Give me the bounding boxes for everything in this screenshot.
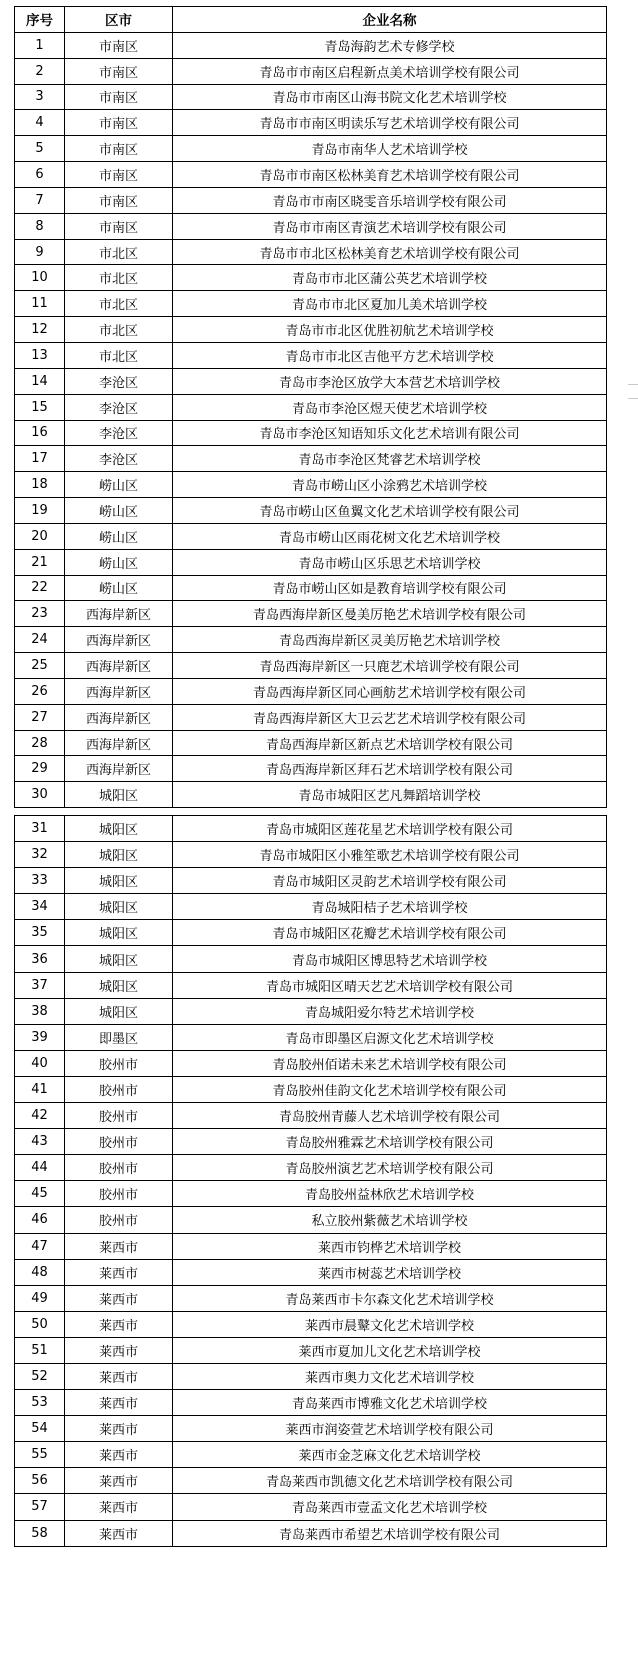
row-school-name: 青岛市城阳区晴天艺艺术培训学校有限公司 bbox=[173, 972, 607, 998]
page-edge-mark bbox=[628, 398, 638, 399]
row-number: 10 bbox=[15, 265, 65, 291]
row-school-name: 莱西市钧桦艺术培训学校 bbox=[173, 1233, 607, 1259]
table-row bbox=[15, 1390, 607, 1416]
row-school-name: 青岛市李沧区梵睿艺术培训学校 bbox=[173, 446, 607, 472]
row-number: 35 bbox=[15, 920, 65, 946]
row-district: 市北区 bbox=[65, 239, 173, 265]
row-number: 6 bbox=[15, 162, 65, 188]
table-row bbox=[15, 265, 607, 291]
table-row bbox=[15, 756, 607, 782]
table-row bbox=[15, 523, 607, 549]
row-district: 莱西市 bbox=[65, 1285, 173, 1311]
row-number: 52 bbox=[15, 1363, 65, 1389]
row-district: 西海岸新区 bbox=[65, 704, 173, 730]
table-row bbox=[15, 1259, 607, 1285]
row-district: 崂山区 bbox=[65, 575, 173, 601]
table-row bbox=[15, 368, 607, 394]
header-no: 序号 bbox=[15, 7, 65, 33]
table-row bbox=[15, 1468, 607, 1494]
row-number: 9 bbox=[15, 239, 65, 265]
row-school-name: 青岛西海岸新区灵美厉艳艺术培训学校 bbox=[173, 627, 607, 653]
row-school-name: 青岛市崂山区如是教育培训学校有限公司 bbox=[173, 575, 607, 601]
school-list-table-page-2 bbox=[14, 815, 607, 1547]
row-school-name: 青岛市城阳区花瓣艺术培训学校有限公司 bbox=[173, 920, 607, 946]
row-school-name: 青岛市市北区夏加儿美术培训学校 bbox=[173, 291, 607, 317]
row-district: 莱西市 bbox=[65, 1259, 173, 1285]
table-row bbox=[15, 420, 607, 446]
row-number: 14 bbox=[15, 368, 65, 394]
table-row bbox=[15, 816, 607, 842]
row-school-name: 青岛胶州演艺艺术培训学校有限公司 bbox=[173, 1155, 607, 1181]
row-district: 崂山区 bbox=[65, 472, 173, 498]
row-school-name: 青岛市崂山区乐思艺术培训学校 bbox=[173, 549, 607, 575]
row-number: 48 bbox=[15, 1259, 65, 1285]
row-number: 57 bbox=[15, 1494, 65, 1520]
row-school-name: 青岛胶州佳韵文化艺术培训学校有限公司 bbox=[173, 1076, 607, 1102]
row-district: 胶州市 bbox=[65, 1207, 173, 1233]
row-school-name: 青岛胶州益林欣艺术培训学校 bbox=[173, 1181, 607, 1207]
row-school-name: 莱西市润姿萱艺术培训学校有限公司 bbox=[173, 1416, 607, 1442]
table-row bbox=[15, 1076, 607, 1102]
row-school-name: 青岛市市南区山海书院文化艺术培训学校 bbox=[173, 84, 607, 110]
row-school-name: 青岛市南华人艺术培训学校 bbox=[173, 136, 607, 162]
row-number: 26 bbox=[15, 678, 65, 704]
table-row bbox=[15, 842, 607, 868]
row-school-name: 青岛西海岸新区拜石艺术培训学校有限公司 bbox=[173, 756, 607, 782]
row-district: 胶州市 bbox=[65, 1129, 173, 1155]
row-number: 33 bbox=[15, 868, 65, 894]
row-district: 崂山区 bbox=[65, 549, 173, 575]
row-school-name: 青岛莱西市博雅文化艺术培训学校 bbox=[173, 1390, 607, 1416]
row-district: 市北区 bbox=[65, 291, 173, 317]
table-row bbox=[15, 972, 607, 998]
row-school-name: 青岛西海岸新区曼美厉艳艺术培训学校有限公司 bbox=[173, 601, 607, 627]
row-number: 43 bbox=[15, 1129, 65, 1155]
row-number: 34 bbox=[15, 894, 65, 920]
table-row bbox=[15, 1311, 607, 1337]
row-school-name: 莱西市奥力文化艺术培训学校 bbox=[173, 1363, 607, 1389]
row-district: 莱西市 bbox=[65, 1363, 173, 1389]
table-row bbox=[15, 1363, 607, 1389]
table-row bbox=[15, 1520, 607, 1546]
table-row bbox=[15, 998, 607, 1024]
table-row bbox=[15, 1233, 607, 1259]
row-district: 莱西市 bbox=[65, 1233, 173, 1259]
row-district: 莱西市 bbox=[65, 1390, 173, 1416]
row-school-name: 青岛市城阳区莲花星艺术培训学校有限公司 bbox=[173, 816, 607, 842]
row-number: 22 bbox=[15, 575, 65, 601]
table-row bbox=[15, 894, 607, 920]
row-number: 12 bbox=[15, 317, 65, 343]
row-school-name: 青岛市李沧区煜天使艺术培训学校 bbox=[173, 394, 607, 420]
table-row bbox=[15, 1494, 607, 1520]
row-school-name: 青岛市市北区蒲公英艺术培训学校 bbox=[173, 265, 607, 291]
table-row bbox=[15, 239, 607, 265]
row-school-name: 青岛市市南区启程新点美术培训学校有限公司 bbox=[173, 58, 607, 84]
row-school-name: 青岛西海岸新区一只鹿艺术培训学校有限公司 bbox=[173, 653, 607, 679]
row-district: 莱西市 bbox=[65, 1416, 173, 1442]
row-district: 市南区 bbox=[65, 162, 173, 188]
row-number: 19 bbox=[15, 498, 65, 524]
row-district: 莱西市 bbox=[65, 1520, 173, 1546]
row-school-name: 青岛城阳桔子艺术培训学校 bbox=[173, 894, 607, 920]
row-number: 37 bbox=[15, 972, 65, 998]
row-number: 44 bbox=[15, 1155, 65, 1181]
row-district: 市北区 bbox=[65, 265, 173, 291]
table-row bbox=[15, 1129, 607, 1155]
row-school-name: 莱西市夏加儿文化艺术培训学校 bbox=[173, 1337, 607, 1363]
school-list-table-page-1 bbox=[14, 6, 607, 808]
table-row bbox=[15, 317, 607, 343]
row-number: 29 bbox=[15, 756, 65, 782]
row-school-name: 青岛市李沧区知语知乐文化艺术培训有限公司 bbox=[173, 420, 607, 446]
row-school-name: 青岛市崂山区鱼翼文化艺术培训学校有限公司 bbox=[173, 498, 607, 524]
row-district: 李沧区 bbox=[65, 368, 173, 394]
row-district: 即墨区 bbox=[65, 1024, 173, 1050]
row-number: 53 bbox=[15, 1390, 65, 1416]
row-district: 城阳区 bbox=[65, 816, 173, 842]
row-district: 市南区 bbox=[65, 187, 173, 213]
row-number: 46 bbox=[15, 1207, 65, 1233]
row-district: 西海岸新区 bbox=[65, 653, 173, 679]
row-district: 城阳区 bbox=[65, 998, 173, 1024]
row-number: 36 bbox=[15, 946, 65, 972]
table-row bbox=[15, 472, 607, 498]
row-number: 27 bbox=[15, 704, 65, 730]
row-district: 市南区 bbox=[65, 110, 173, 136]
row-number: 30 bbox=[15, 782, 65, 808]
table-row bbox=[15, 627, 607, 653]
row-school-name: 青岛市城阳区艺凡舞蹈培训学校 bbox=[173, 782, 607, 808]
row-school-name: 青岛市城阳区博思特艺术培训学校 bbox=[173, 946, 607, 972]
row-number: 45 bbox=[15, 1181, 65, 1207]
row-number: 24 bbox=[15, 627, 65, 653]
row-number: 21 bbox=[15, 549, 65, 575]
row-number: 56 bbox=[15, 1468, 65, 1494]
row-school-name: 青岛莱西市希望艺术培训学校有限公司 bbox=[173, 1520, 607, 1546]
table-row bbox=[15, 782, 607, 808]
row-district: 市南区 bbox=[65, 32, 173, 58]
table-row bbox=[15, 730, 607, 756]
table-row bbox=[15, 920, 607, 946]
page-edge-mark bbox=[628, 384, 638, 385]
table-row bbox=[15, 110, 607, 136]
row-number: 54 bbox=[15, 1416, 65, 1442]
row-number: 32 bbox=[15, 842, 65, 868]
table-row bbox=[15, 946, 607, 972]
table-row bbox=[15, 704, 607, 730]
row-number: 23 bbox=[15, 601, 65, 627]
row-school-name: 青岛莱西市凯德文化艺术培训学校有限公司 bbox=[173, 1468, 607, 1494]
row-number: 49 bbox=[15, 1285, 65, 1311]
table-row bbox=[15, 58, 607, 84]
row-number: 2 bbox=[15, 58, 65, 84]
row-number: 51 bbox=[15, 1337, 65, 1363]
row-school-name: 青岛西海岸新区新点艺术培训学校有限公司 bbox=[173, 730, 607, 756]
row-district: 城阳区 bbox=[65, 894, 173, 920]
table-row bbox=[15, 868, 607, 894]
row-school-name: 青岛市市北区吉他平方艺术培训学校 bbox=[173, 342, 607, 368]
table-row bbox=[15, 1337, 607, 1363]
row-school-name: 私立胶州紫薇艺术培训学校 bbox=[173, 1207, 607, 1233]
row-district: 崂山区 bbox=[65, 498, 173, 524]
row-number: 42 bbox=[15, 1103, 65, 1129]
row-school-name: 青岛胶州青藤人艺术培训学校有限公司 bbox=[173, 1103, 607, 1129]
table-row bbox=[15, 162, 607, 188]
row-school-name: 青岛市城阳区小雅笙歌艺术培训学校有限公司 bbox=[173, 842, 607, 868]
row-school-name: 青岛胶州雅霖艺术培训学校有限公司 bbox=[173, 1129, 607, 1155]
table-row bbox=[15, 678, 607, 704]
row-school-name: 青岛市市南区明读乐写艺术培训学校有限公司 bbox=[173, 110, 607, 136]
table-row bbox=[15, 498, 607, 524]
row-school-name: 青岛市市南区松林美育艺术培训学校有限公司 bbox=[173, 162, 607, 188]
table-row bbox=[15, 394, 607, 420]
row-district: 李沧区 bbox=[65, 420, 173, 446]
row-school-name: 青岛市李沧区放学大本营艺术培训学校 bbox=[173, 368, 607, 394]
row-school-name: 青岛市崂山区雨花树文化艺术培训学校 bbox=[173, 523, 607, 549]
row-school-name: 青岛海韵艺术专修学校 bbox=[173, 32, 607, 58]
table-row bbox=[15, 187, 607, 213]
row-district: 市北区 bbox=[65, 342, 173, 368]
row-district: 胶州市 bbox=[65, 1155, 173, 1181]
table-row bbox=[15, 32, 607, 58]
table-row bbox=[15, 1442, 607, 1468]
table-row bbox=[15, 1207, 607, 1233]
row-number: 15 bbox=[15, 394, 65, 420]
row-school-name: 青岛胶州佰诺未来艺术培训学校有限公司 bbox=[173, 1050, 607, 1076]
row-district: 胶州市 bbox=[65, 1076, 173, 1102]
row-number: 11 bbox=[15, 291, 65, 317]
row-number: 58 bbox=[15, 1520, 65, 1546]
table-row bbox=[15, 342, 607, 368]
table-row bbox=[15, 1416, 607, 1442]
row-number: 13 bbox=[15, 342, 65, 368]
row-number: 8 bbox=[15, 213, 65, 239]
row-district: 市南区 bbox=[65, 58, 173, 84]
row-school-name: 青岛市市南区青演艺术培训学校有限公司 bbox=[173, 213, 607, 239]
row-district: 莱西市 bbox=[65, 1494, 173, 1520]
header-row bbox=[15, 7, 607, 33]
row-number: 47 bbox=[15, 1233, 65, 1259]
row-district: 城阳区 bbox=[65, 920, 173, 946]
row-number: 28 bbox=[15, 730, 65, 756]
row-district: 胶州市 bbox=[65, 1181, 173, 1207]
table-row bbox=[15, 601, 607, 627]
header-district: 区市 bbox=[65, 7, 173, 33]
row-school-name: 青岛市即墨区启源文化艺术培训学校 bbox=[173, 1024, 607, 1050]
row-number: 39 bbox=[15, 1024, 65, 1050]
row-district: 李沧区 bbox=[65, 394, 173, 420]
row-district: 市南区 bbox=[65, 213, 173, 239]
row-number: 1 bbox=[15, 32, 65, 58]
row-district: 西海岸新区 bbox=[65, 627, 173, 653]
row-number: 7 bbox=[15, 187, 65, 213]
row-district: 莱西市 bbox=[65, 1468, 173, 1494]
row-number: 55 bbox=[15, 1442, 65, 1468]
table-row bbox=[15, 1181, 607, 1207]
row-district: 西海岸新区 bbox=[65, 601, 173, 627]
row-district: 李沧区 bbox=[65, 446, 173, 472]
row-school-name: 莱西市金芝麻文化艺术培训学校 bbox=[173, 1442, 607, 1468]
row-number: 20 bbox=[15, 523, 65, 549]
row-district: 城阳区 bbox=[65, 782, 173, 808]
row-district: 胶州市 bbox=[65, 1103, 173, 1129]
row-school-name: 青岛市崂山区小涂鸦艺术培训学校 bbox=[173, 472, 607, 498]
row-district: 城阳区 bbox=[65, 946, 173, 972]
row-number: 31 bbox=[15, 816, 65, 842]
table-row bbox=[15, 1285, 607, 1311]
row-school-name: 青岛西海岸新区同心画舫艺术培训学校有限公司 bbox=[173, 678, 607, 704]
row-district: 城阳区 bbox=[65, 972, 173, 998]
row-district: 莱西市 bbox=[65, 1442, 173, 1468]
row-school-name: 莱西市晨鼙文化艺术培训学校 bbox=[173, 1311, 607, 1337]
table-row bbox=[15, 1050, 607, 1076]
table-row bbox=[15, 446, 607, 472]
row-number: 38 bbox=[15, 998, 65, 1024]
row-district: 崂山区 bbox=[65, 523, 173, 549]
row-district: 西海岸新区 bbox=[65, 730, 173, 756]
row-district: 市南区 bbox=[65, 84, 173, 110]
row-district: 城阳区 bbox=[65, 842, 173, 868]
row-number: 40 bbox=[15, 1050, 65, 1076]
row-number: 41 bbox=[15, 1076, 65, 1102]
row-number: 25 bbox=[15, 653, 65, 679]
row-school-name: 青岛西海岸新区大卫云艺艺术培训学校有限公司 bbox=[173, 704, 607, 730]
table-row bbox=[15, 213, 607, 239]
row-district: 西海岸新区 bbox=[65, 756, 173, 782]
row-school-name: 青岛市城阳区灵韵艺术培训学校有限公司 bbox=[173, 868, 607, 894]
row-school-name: 青岛城阳爱尔特艺术培训学校 bbox=[173, 998, 607, 1024]
row-number: 50 bbox=[15, 1311, 65, 1337]
header-name: 企业名称 bbox=[173, 7, 607, 33]
row-district: 市北区 bbox=[65, 317, 173, 343]
row-district: 莱西市 bbox=[65, 1311, 173, 1337]
row-number: 3 bbox=[15, 84, 65, 110]
row-school-name: 青岛莱西市卡尔森文化艺术培训学校 bbox=[173, 1285, 607, 1311]
row-school-name: 青岛莱西市壹孟文化艺术培训学校 bbox=[173, 1494, 607, 1520]
table-row bbox=[15, 575, 607, 601]
row-district: 市南区 bbox=[65, 136, 173, 162]
row-number: 16 bbox=[15, 420, 65, 446]
table-row bbox=[15, 291, 607, 317]
row-school-name: 青岛市市北区优胜初航艺术培训学校 bbox=[173, 317, 607, 343]
row-number: 4 bbox=[15, 110, 65, 136]
row-number: 18 bbox=[15, 472, 65, 498]
row-school-name: 青岛市市南区晓雯音乐培训学校有限公司 bbox=[173, 187, 607, 213]
row-district: 城阳区 bbox=[65, 868, 173, 894]
table-row bbox=[15, 1103, 607, 1129]
row-district: 莱西市 bbox=[65, 1337, 173, 1363]
row-school-name: 莱西市树蕊艺术培训学校 bbox=[173, 1259, 607, 1285]
row-number: 17 bbox=[15, 446, 65, 472]
row-number: 5 bbox=[15, 136, 65, 162]
row-district: 西海岸新区 bbox=[65, 678, 173, 704]
table-row bbox=[15, 1155, 607, 1181]
table-row bbox=[15, 1024, 607, 1050]
row-school-name: 青岛市市北区松林美育艺术培训学校有限公司 bbox=[173, 239, 607, 265]
table-row bbox=[15, 136, 607, 162]
table-row bbox=[15, 653, 607, 679]
table-row bbox=[15, 549, 607, 575]
row-district: 胶州市 bbox=[65, 1050, 173, 1076]
table-row bbox=[15, 84, 607, 110]
